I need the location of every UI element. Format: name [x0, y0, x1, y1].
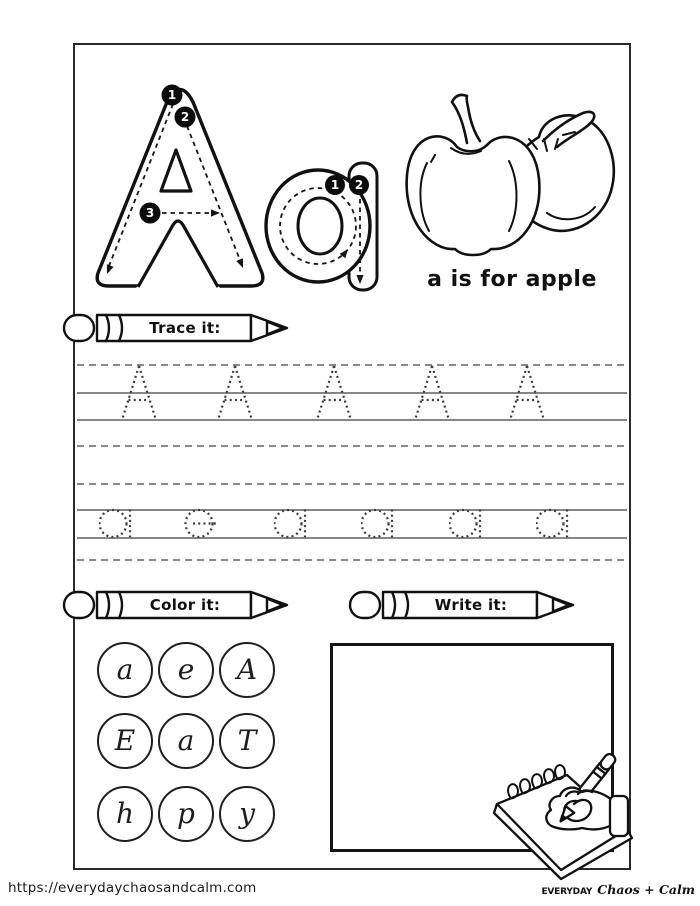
bubble-letter-lowercase-a [264, 157, 380, 297]
trace-it-banner [61, 312, 293, 344]
color-circle-letter: E [97, 713, 153, 769]
footer-url[interactable]: https://everydaychaosandcalm.com [8, 880, 257, 896]
svg-text:2: 2 [180, 110, 190, 125]
trace-letter [274, 507, 310, 539]
svg-text:1: 1 [330, 178, 340, 193]
svg-text:2: 2 [354, 178, 364, 193]
write-it-banner [347, 589, 579, 621]
color-circle-letter: p [158, 786, 214, 842]
color-it-label: Color it: [149, 596, 221, 614]
guide-line-dashed [77, 559, 627, 561]
trace-letter [408, 364, 456, 420]
trace-letter [449, 507, 485, 539]
caption-a-is-for-apple: a is for apple [427, 267, 597, 292]
trace-letter [503, 364, 551, 420]
trace-letter [536, 507, 572, 539]
write-it-label: Write it: [434, 596, 508, 614]
notebook-hand-pencil-illustration [482, 732, 700, 892]
color-circle-letter: T [219, 713, 275, 769]
trace-letter [361, 507, 397, 539]
color-circle-letter: A [219, 642, 275, 698]
trace-letter [99, 507, 135, 539]
color-circle-letter: a [97, 642, 153, 698]
bubble-letter-uppercase-A [89, 74, 269, 296]
guide-line-dashed [77, 483, 627, 485]
trace-letter [211, 364, 259, 420]
brand-logo-script: Chaos + Calm [597, 882, 695, 897]
trace-letter [115, 364, 163, 420]
trace-it-label: Trace it: [149, 319, 221, 337]
brand-logo-bold: EVERYDAY [541, 887, 593, 897]
guide-line-dashed [77, 445, 627, 447]
worksheet-page-frame [73, 43, 631, 870]
color-it-banner [61, 589, 293, 621]
trace-letter [184, 507, 220, 539]
apples-illustration [397, 85, 625, 265]
color-circle-letter: h [97, 786, 153, 842]
color-circle-letter: e [158, 642, 214, 698]
svg-text:3: 3 [145, 206, 155, 221]
color-circle-letter: y [219, 786, 275, 842]
svg-text:1: 1 [167, 88, 177, 103]
trace-letter [310, 364, 358, 420]
color-circle-letter: a [158, 713, 214, 769]
